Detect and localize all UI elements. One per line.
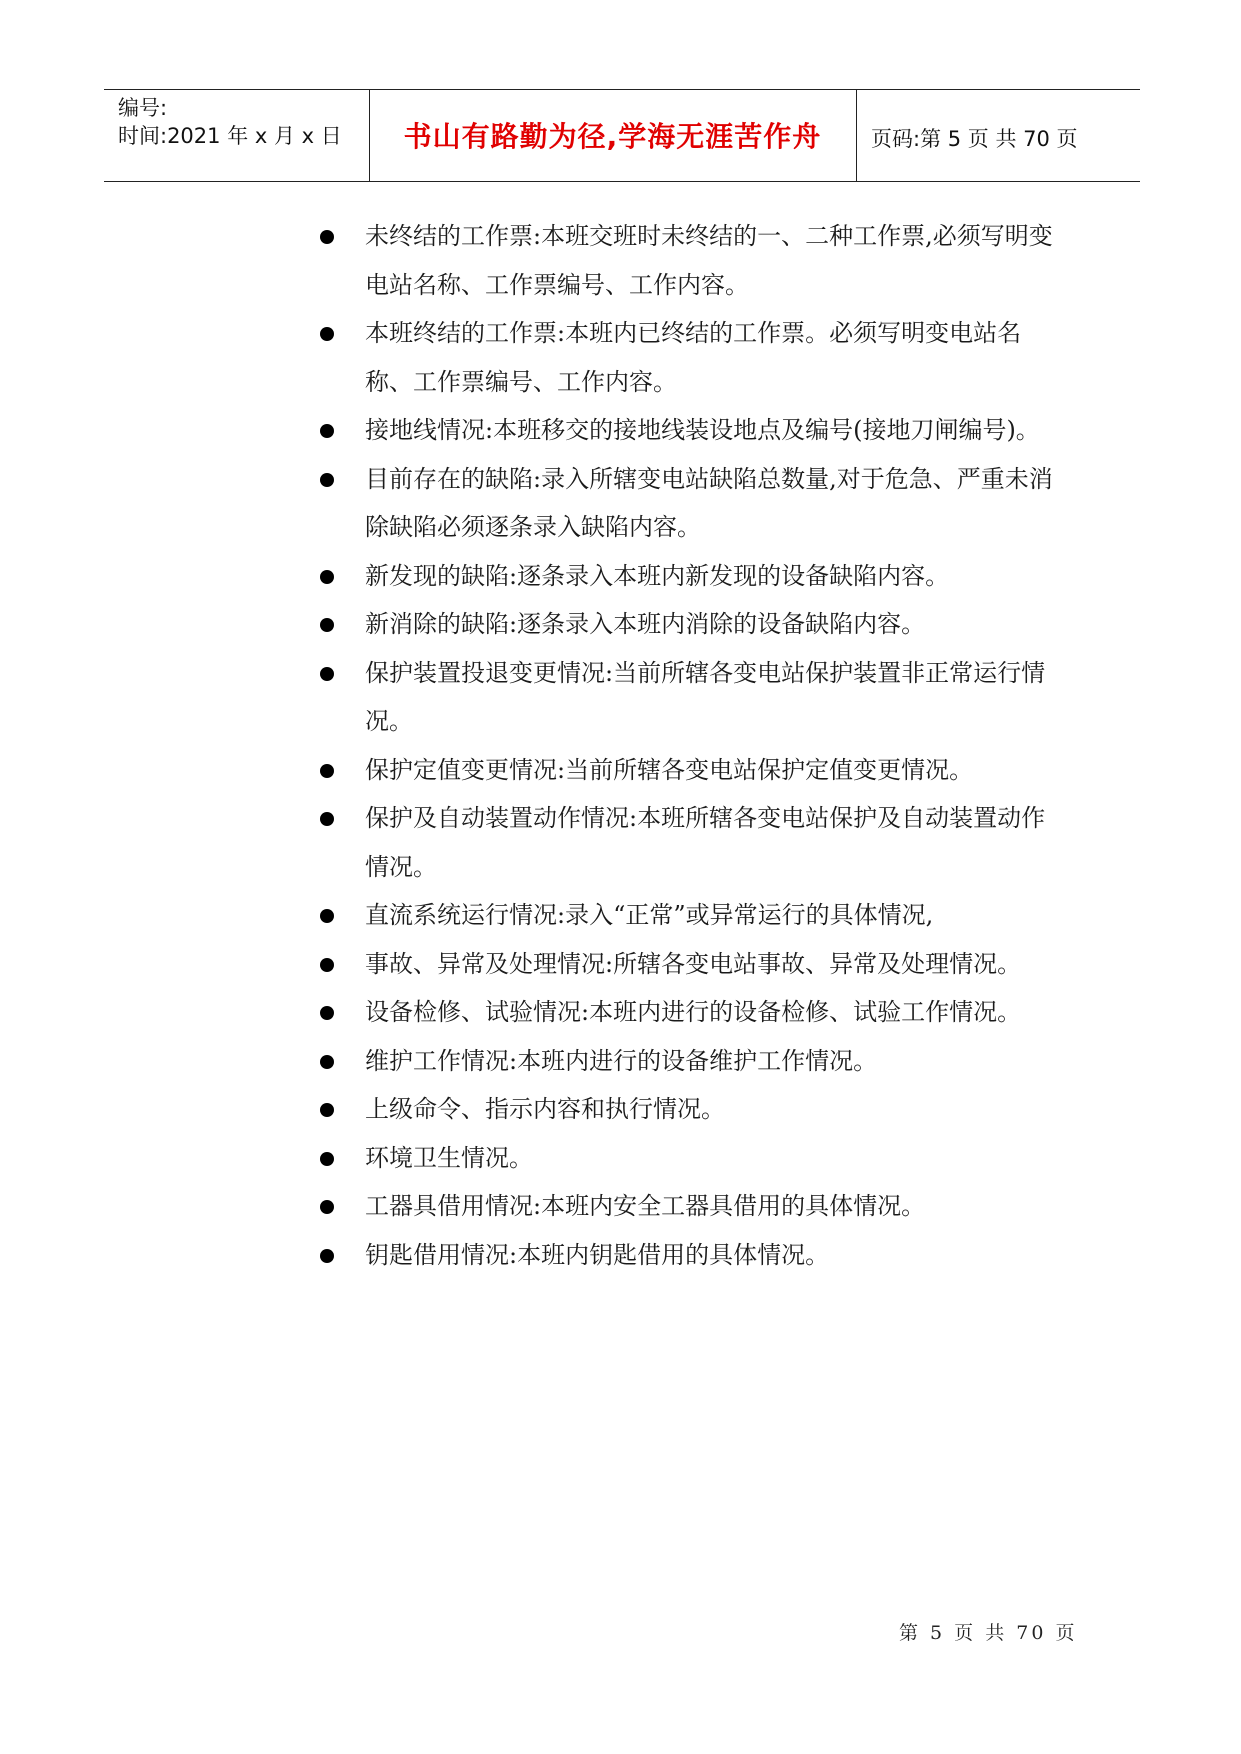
- list-item-text: 本班终结的工作票:本班内已终结的工作票。必须写明变电站名称、工作票编号、工作内容。: [365, 319, 1022, 396]
- list-item-text: 上级命令、指示内容和执行情况。: [365, 1095, 725, 1123]
- list-item: [320, 600, 1060, 649]
- bullet-icon: [320, 1200, 334, 1214]
- list-item-text: 保护装置投退变更情况:当前所辖各变电站保护装置非正常运行情况。: [365, 658, 1046, 735]
- list-item: [320, 406, 1060, 455]
- list-item-text: 新发现的缺陷:逐条录入本班内新发现的设备缺陷内容。: [365, 561, 950, 590]
- header-motto-cell: [369, 90, 857, 181]
- list-item: [320, 212, 1060, 309]
- bullet-icon: [320, 667, 334, 681]
- bullet-icon: [320, 764, 334, 778]
- bullet-icon: [320, 1152, 334, 1166]
- list-item: [320, 1037, 1060, 1086]
- list-item-text: 环境卫生情况。: [365, 1143, 533, 1172]
- list-item: [320, 746, 1060, 795]
- page-footer: 第 5 页 共 70 页: [899, 1622, 1078, 1644]
- header-meta: [104, 90, 370, 181]
- bullet-icon: [320, 473, 334, 487]
- list-item: [320, 455, 1060, 552]
- bullet-icon: [320, 230, 334, 244]
- motto: 书山有路勤为径,学海无涯苦作舟: [403, 120, 822, 153]
- list-item-text: 直流系统运行情况:录入“正常”或异常运行的具体情况,: [365, 901, 934, 929]
- page-code: 页码:第 5 页 共 70 页: [871, 127, 1078, 151]
- list-item-text: 维护工作情况:本班内进行的设备维护工作情况。: [365, 1046, 878, 1075]
- list-item: [320, 552, 1060, 601]
- list-item-text: 工器具借用情况:本班内安全工器具借用的具体情况。: [365, 1192, 926, 1220]
- bullet-icon: [320, 424, 334, 438]
- bullet-icon: [320, 1249, 334, 1263]
- bullet-icon: [320, 570, 334, 584]
- list-item: [320, 649, 1060, 746]
- list-item: [320, 988, 1060, 1037]
- page-header: [104, 89, 1140, 182]
- list-item-text: 钥匙借用情况:本班内钥匙借用的具体情况。: [365, 1240, 830, 1269]
- list-item-text: 新消除的缺陷:逐条录入本班内消除的设备缺陷内容。: [365, 610, 926, 638]
- bullet-icon: [320, 1103, 334, 1117]
- list-item: [320, 1134, 1060, 1183]
- list-item: [320, 940, 1060, 989]
- bullet-icon: [320, 958, 334, 972]
- list-item: [320, 309, 1060, 406]
- list-item-text: 接地线情况:本班移交的接地线装设地点及编号(接地刀闸编号)。: [365, 416, 1040, 444]
- bullet-icon: [320, 1006, 334, 1020]
- bullet-icon: [320, 909, 334, 923]
- list-item-text: 事故、异常及处理情况:所辖各变电站事故、异常及处理情况。: [365, 949, 1022, 978]
- list-item-text: 未终结的工作票:本班交班时未终结的一、二种工作票,必须写明变电站名称、工作票编号、工作内容。: [365, 222, 1053, 299]
- bullet-icon: [320, 618, 334, 632]
- list-item: [320, 891, 1060, 940]
- list-item: [320, 1182, 1060, 1231]
- bullet-list: [320, 212, 1060, 1279]
- list-item-text: 保护及自动装置动作情况:本班所辖各变电站保护及自动装置动作情况。: [365, 804, 1046, 881]
- document-number-label: 编号:: [118, 96, 168, 120]
- list-item-text: 保护定值变更情况:当前所辖各变电站保护定值变更情况。: [365, 755, 974, 784]
- list-item: [320, 1085, 1060, 1134]
- list-item: [320, 1231, 1060, 1280]
- list-item-text: 设备检修、试验情况:本班内进行的设备检修、试验工作情况。: [365, 998, 1022, 1026]
- bullet-icon: [320, 327, 334, 341]
- header-page-cell: [856, 90, 1140, 181]
- bullet-icon: [320, 1055, 334, 1069]
- list-item-text: 目前存在的缺陷:录入所辖变电站缺陷总数量,对于危急、严重未消除缺陷必须逐条录入缺陷内容。: [365, 464, 1053, 541]
- list-item: [320, 794, 1060, 891]
- bullet-icon: [320, 812, 334, 826]
- document-time-label: 时间:2021 年 x 月 x 日: [118, 124, 342, 148]
